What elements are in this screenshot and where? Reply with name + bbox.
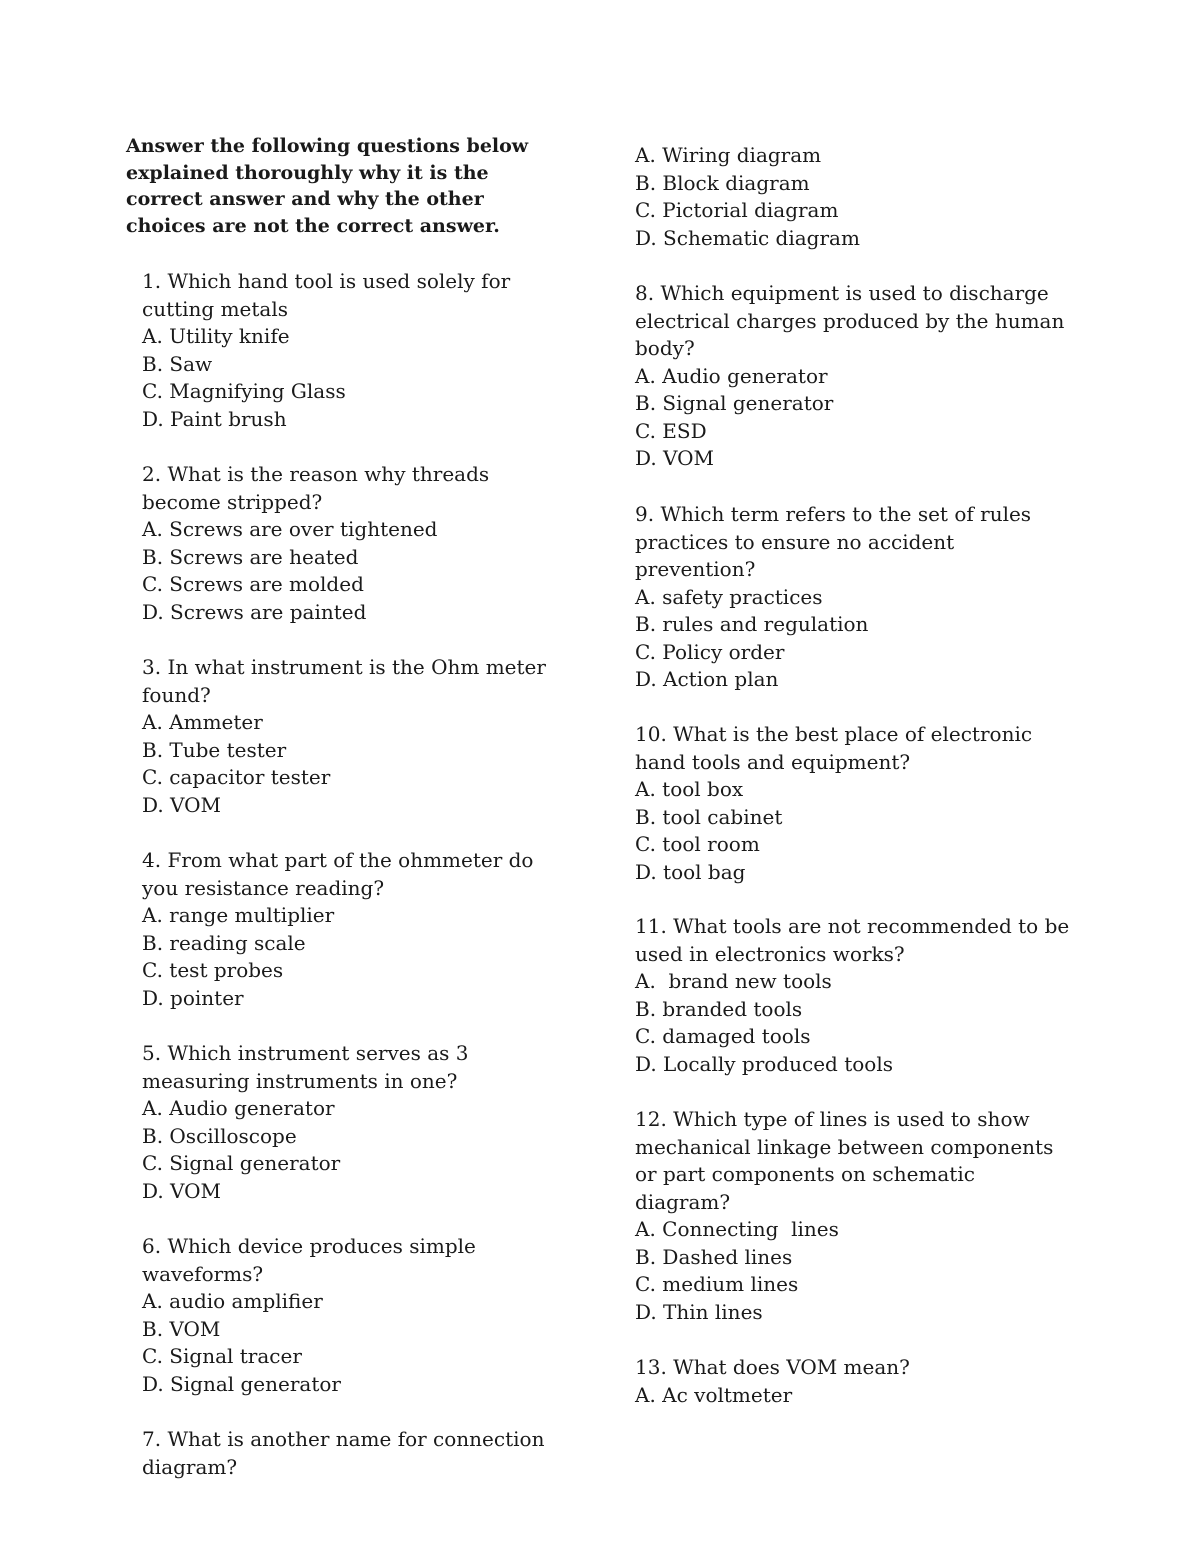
option-b: B. Oscilloscope bbox=[142, 1123, 297, 1148]
option-b: B. Signal generator bbox=[635, 391, 834, 415]
option-d: D. Screws are painted bbox=[142, 599, 367, 624]
option-a: A. brand new tools bbox=[635, 969, 832, 993]
option-d: D. pointer bbox=[142, 985, 244, 1010]
option-c: C. medium lines bbox=[635, 1272, 799, 1296]
question-text: 12. Which type of lines is used to show mechanical linkage between components or part components on schematic diagram? bbox=[635, 1107, 1054, 1214]
question-text: 4. From what part of the ohmmeter do you resistance reading? bbox=[142, 848, 534, 900]
question-7-options bbox=[635, 142, 1075, 252]
option-b: B. Screws are heated bbox=[142, 544, 359, 569]
question-text: 13. What does VOM mean? bbox=[635, 1355, 910, 1379]
option-a: A. tool box bbox=[635, 777, 744, 801]
option-c: C. Policy order bbox=[635, 639, 785, 664]
option-b: B. rules and regulation bbox=[635, 612, 869, 636]
option-a: A. Audio generator bbox=[142, 1096, 335, 1120]
option-b: B. Block diagram bbox=[635, 170, 810, 195]
option-d: D. Locally produced tools bbox=[635, 1051, 893, 1076]
option-c: C. tool room bbox=[635, 832, 760, 856]
option-d: D. VOM bbox=[142, 792, 222, 817]
option-b: B. Dashed lines bbox=[635, 1244, 793, 1269]
option-d: D. Signal generator bbox=[142, 1371, 341, 1396]
option-c: C. Signal generator bbox=[142, 1151, 341, 1175]
option-d: D. Paint brush bbox=[142, 406, 287, 431]
question-text: 8. Which equipment is used to discharge electrical charges produced by the human body? bbox=[635, 281, 1065, 360]
option-d: D. VOM bbox=[142, 1178, 222, 1203]
question-1 bbox=[142, 268, 546, 433]
option-d: D. VOM bbox=[635, 446, 715, 470]
option-b: B. branded tools bbox=[635, 996, 803, 1021]
question-8 bbox=[635, 280, 1075, 473]
option-c: C. ESD bbox=[635, 418, 707, 443]
question-4 bbox=[142, 847, 546, 1012]
option-a: A. Connecting lines bbox=[635, 1217, 839, 1241]
question-text: 11. What tools are not recommended to be used in electronics works? bbox=[635, 914, 1070, 966]
instructions: Answer the following questions below explained thoroughly why it is the correct answer and why the other choices are not the correct answer. bbox=[126, 135, 529, 237]
question-6 bbox=[142, 1233, 546, 1398]
option-c: C. test probes bbox=[142, 958, 284, 982]
option-d: D. Schematic diagram bbox=[635, 225, 860, 250]
option-b: B. tool cabinet bbox=[635, 804, 783, 829]
option-a: A. Ammeter bbox=[142, 710, 263, 734]
option-c: C. Screws are molded bbox=[142, 572, 364, 596]
option-c: C. damaged tools bbox=[635, 1024, 811, 1048]
question-text: 9. Which term refers to the set of rules practices to ensure no accident prevention? bbox=[635, 502, 1032, 581]
question-text: 10. What is the best place of electronic hand tools and equipment? bbox=[635, 722, 1033, 774]
option-b: B. Tube tester bbox=[142, 737, 287, 762]
question-text: 6. Which device produces simple waveforms? bbox=[142, 1234, 476, 1286]
option-a: A. Wiring diagram bbox=[635, 143, 822, 167]
question-11 bbox=[635, 913, 1075, 1078]
question-text: 7. What is another name for connection diagram? bbox=[142, 1427, 545, 1479]
question-text: 2. What is the reason why threads become stripped? bbox=[142, 462, 490, 514]
option-a: A. Ac voltmeter bbox=[635, 1382, 793, 1407]
question-10 bbox=[635, 721, 1075, 886]
question-7 bbox=[142, 1426, 546, 1481]
option-b: B. Saw bbox=[142, 351, 213, 376]
option-d: D. tool bag bbox=[635, 859, 746, 884]
question-5 bbox=[142, 1040, 546, 1205]
question-text: 3. In what instrument is the Ohm meter found? bbox=[142, 655, 546, 707]
option-a: A. Audio generator bbox=[635, 363, 828, 388]
option-c: C. Signal tracer bbox=[142, 1344, 302, 1368]
option-c: C. Magnifying Glass bbox=[142, 379, 346, 403]
option-c: C. Pictorial diagram bbox=[635, 198, 839, 222]
question-3 bbox=[142, 654, 546, 819]
option-a: A. Screws are over tightened bbox=[142, 517, 438, 541]
question-12 bbox=[635, 1106, 1075, 1326]
question-text: 5. Which instrument serves as 3 measuring instruments in one? bbox=[142, 1041, 469, 1093]
option-d: D. Thin lines bbox=[635, 1299, 763, 1324]
option-a: A. Utility knife bbox=[142, 324, 290, 348]
option-c: C. capacitor tester bbox=[142, 765, 331, 789]
option-a: A. safety practices bbox=[635, 584, 823, 609]
option-b: B. reading scale bbox=[142, 930, 306, 955]
question-13 bbox=[635, 1354, 1075, 1409]
option-a: A. range multiplier bbox=[142, 903, 335, 927]
question-9 bbox=[635, 501, 1075, 694]
question-text: 1. Which hand tool is used solely for cutting metals bbox=[142, 269, 511, 321]
option-d: D. Action plan bbox=[635, 667, 779, 691]
option-b: B. VOM bbox=[142, 1316, 221, 1341]
question-2 bbox=[142, 461, 546, 626]
option-a: A. audio amplifier bbox=[142, 1289, 323, 1313]
